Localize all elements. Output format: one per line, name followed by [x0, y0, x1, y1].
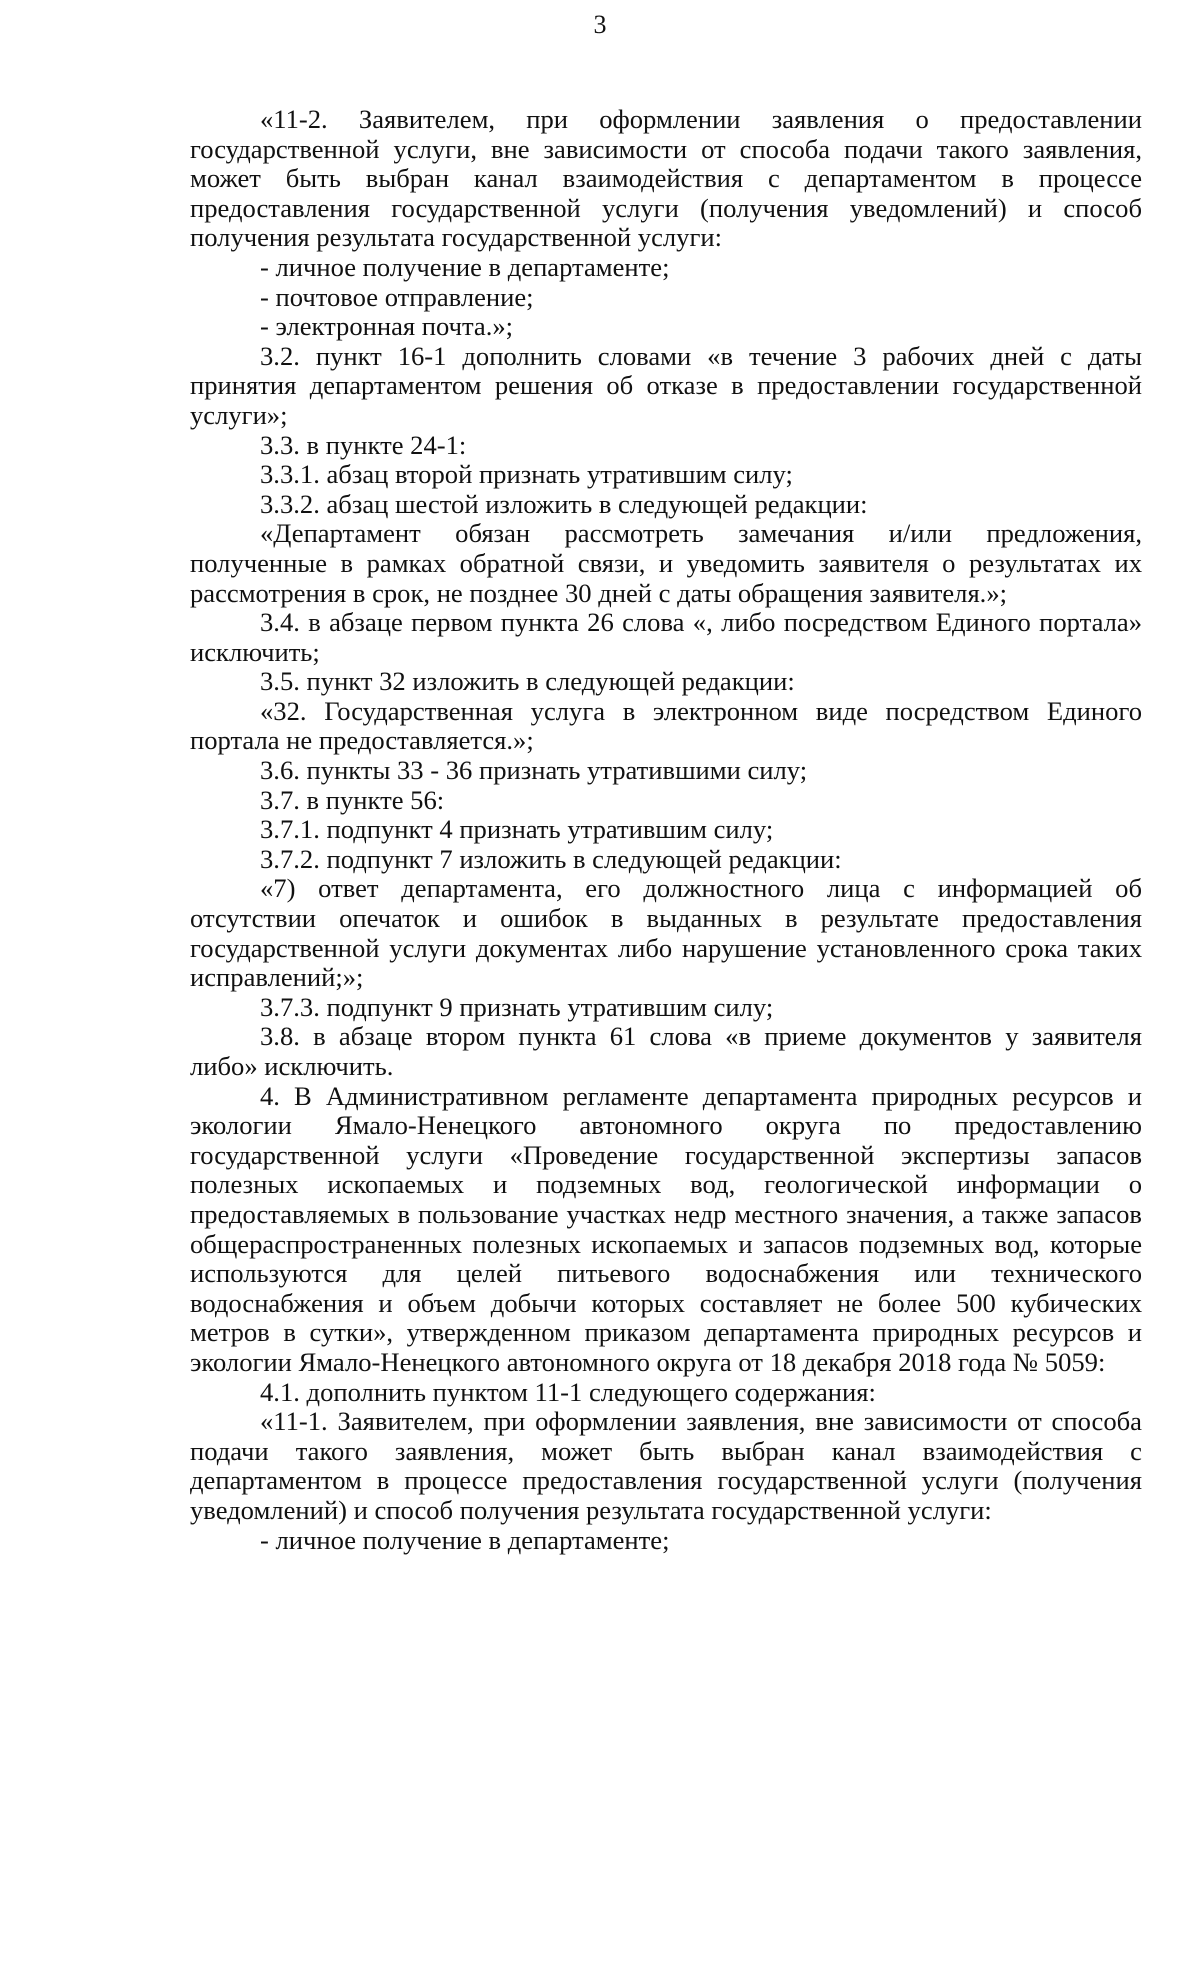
list-item-personal-receipt-2: - личное получение в департаменте;: [260, 1524, 670, 1555]
paragraph-3-4: 3.4. в абзаце первом пункта 26 слова «, либо посредством Единого портала» исключить;: [190, 607, 1142, 667]
paragraph-3-5: 3.5. пункт 32 изложить в следующей редакции:: [260, 666, 795, 697]
paragraph-3-2: 3.2. пункт 16-1 дополнить словами «в течение 3 рабочих дней с даты принятия департаментом решения об отказе в предоставлении государственной услуги»;: [190, 340, 1142, 430]
paragraph-11-1: «11-1. Заявителем, при оформлении заявления, вне зависимости от способа подачи такого заявления, может быть выбран канал взаимодействия с департаментом в процессе предоставления государственной услуги (получения уведомлений) и способ получения результата государственной услуги:: [190, 1406, 1142, 1525]
paragraph-3-7-3: 3.7.3. подпункт 9 признать утратившим силу;: [260, 991, 774, 1022]
paragraph-3-3: 3.3. в пункте 24-1:: [260, 429, 467, 460]
paragraph-3-3-2: 3.3.2. абзац шестой изложить в следующей редакции:: [260, 488, 868, 519]
document-body: [190, 105, 1142, 1555]
paragraph-11-2: «11-2. Заявителем, при оформлении заявления о предоставлении государственной услуги, вне зависимости от способа подачи такого заявления, может быть выбран канал взаимодействия с департаментом в процессе предоставления государственной услуги (получения уведомлений) и способ получения результата государственной услуги:: [190, 104, 1142, 253]
paragraph-3-7-1: 3.7.1. подпункт 4 признать утратившим силу;: [260, 814, 774, 845]
paragraph-32: «32. Государственная услуга в электронном виде посредством Единого портала не предоставляется.»;: [190, 695, 1142, 756]
paragraph-3-8: 3.8. в абзаце втором пункта 61 слова «в приеме документов у заявителя либо» исключить.: [190, 1021, 1142, 1081]
list-item-email: - электронная почта.»;: [260, 311, 514, 342]
paragraph-3-7-2: 3.7.2. подпункт 7 изложить в следующей редакции:: [260, 843, 842, 874]
paragraph-4: 4. В Административном регламенте департамента природных ресурсов и экологии Ямало-Ненецкого автономного округа по предоставлению государственной услуги «Проведение государственной экспертизы запасов полезных ископаемых и подземных вод, геологической информации о предоставляемых в пользование участках недр местного значения, а также запасов общераспространенных полезных ископаемых и запасов подземных вод, которые используются для целей питьевого водоснабжения или технического водоснабжения и объем добычи которых составляет не более 500 кубических метров в сутки», утвержденном приказом департамента природных ресурсов и экологии Ямало-Ненецкого автономного округа от 18 декабря 2018 года № 5059:: [190, 1080, 1142, 1377]
page-number: 3: [593, 10, 607, 39]
paragraph-3-6: 3.6. пункты 33 - 36 признать утратившими силу;: [260, 755, 808, 786]
list-item-postal: - почтовое отправление;: [260, 281, 534, 312]
paragraph-4-1: 4.1. дополнить пунктом 11-1 следующего содержания:: [260, 1376, 876, 1407]
paragraph-subitem-7: «7) ответ департамента, его должностного лица с информацией об отсутствии опечаток и ошибок в выданных в результате предоставления государственной услуги документах либо нарушение установленного срока таких исправлений;»;: [190, 873, 1142, 993]
paragraph-department-obligation: «Департамент обязан рассмотреть замечания и/или предложения, полученные в рамках обратной связи, и уведомить заявителя о результатах их рассмотрения в срок, не позднее 30 дней с даты обращения заявителя.»;: [190, 518, 1142, 608]
paragraph-3-3-1: 3.3.1. абзац второй признать утратившим силу;: [260, 459, 793, 490]
paragraph-3-7: 3.7. в пункте 56:: [260, 784, 445, 815]
list-item-personal-receipt: - личное получение в департаменте;: [260, 251, 670, 282]
